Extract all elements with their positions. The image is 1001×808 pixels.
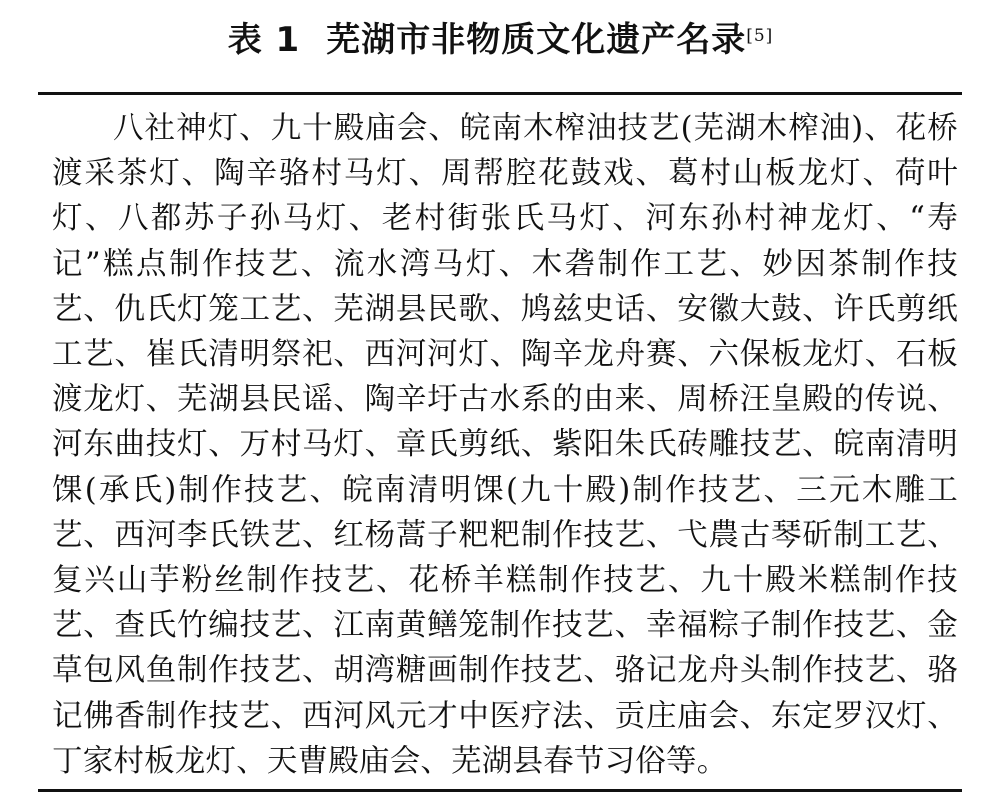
heritage-list-text: 八社神灯、九十殿庙会、皖南木榨油技艺(芜湖木榨油)、花桥渡采茶灯、陶辛骆村马灯、周帮腔花鼓戏、葛村山板龙灯、荷叶灯、八都苏子孙马灯、老村街张氏马灯、河东孙村神龙灯、“寿记”糕点制作技艺、流水湾马灯、木砻制作工艺、妙因茶制作技艺、仇氏灯笼工艺、芜湖县民歌、鸠兹史话、安徽大鼓、许氏剪纸工艺、崔氏清明祭祀、西河河灯、陶辛龙舟赛、六保板龙灯、石板渡龙灯、芜湖县民谣、陶辛圩古水系的由来、周桥汪皇殿的传说、河东曲技灯、万村马灯、章氏剪纸、紫阳朱氏砖雕技艺、皖南清明馃(承氏)制作技艺、皖南清明馃(九十殿)制作技艺、三元木雕工艺、西河李氏铁艺、红杨蒿子粑粑制作技艺、弋農古琴斫制工艺、复兴山芋粉丝制作技艺、花桥羊糕制作技艺、九十殿米糕制作技艺、查氏竹编技艺、江南黄鳝笼制作技艺、幸福粽子制作技艺、金草包风鱼制作技艺、胡湾糖画制作技艺、骆记龙舟头制作技艺、骆记佛香制作技艺、西河风元才中医疗法、贡庄庙会、东定罗汉灯、丁家村板龙灯、天曹殿庙会、芜湖县春节习俗等。 xyxy=(52,111,958,779)
table-caption xyxy=(0,14,1001,66)
table-bottom-rule xyxy=(38,789,962,792)
reference-marker: [5] xyxy=(746,26,774,46)
table-title: 芜湖市非物质文化遗产名录 xyxy=(326,20,747,60)
table-number: 表 1 xyxy=(227,20,301,60)
table-top-rule xyxy=(38,92,962,95)
